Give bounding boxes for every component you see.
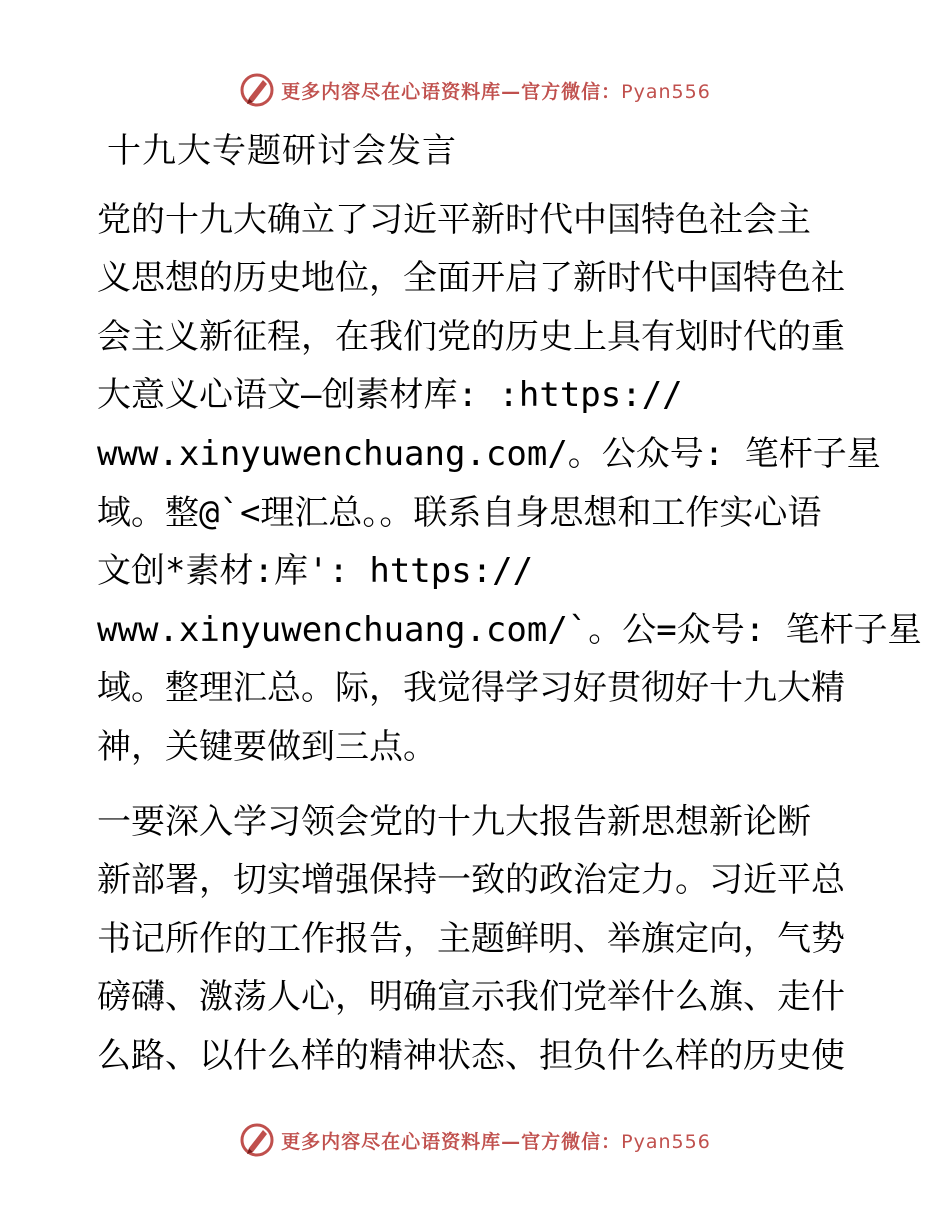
text-line: 党的十九大确立了习近平新时代中国特色社会主 [97, 199, 811, 240]
banner-wechat-id: Pyan556 [621, 1130, 711, 1153]
text-line: 域。整@`<理汇总。。联系自身思想和工作实心语 [97, 492, 822, 533]
text-line: 大意义心语文—创素材库: :https:// [97, 375, 683, 416]
paragraph-1 [97, 191, 922, 777]
text-line: 一要深入学习领会党的十九大报告新思想新论断 [97, 801, 811, 842]
text-line: 神，关键要做到三点。 [97, 726, 437, 767]
document-body [97, 122, 922, 1086]
text-line: 磅礴、激荡人心，明确宣示我们党举什么旗、走什 [97, 977, 845, 1018]
text-line: www.xinyuwenchuang.com/。公众号: 笔杆子星 [97, 433, 881, 474]
footer-banner [0, 1120, 950, 1160]
pen-logo-icon [239, 1122, 275, 1158]
banner-text: 更多内容尽在心语资料库—官方微信：Pyan556 [281, 80, 711, 103]
banner-text: 更多内容尽在心语资料库—官方微信：Pyan556 [281, 1130, 711, 1153]
header-banner [0, 70, 950, 110]
text-line: 文创*素材:库': https:// [97, 551, 534, 592]
document-title: 十九大专题研讨会发言 [107, 131, 457, 171]
text-line: 会主义新征程，在我们党的历史上具有划时代的重 [97, 316, 845, 357]
text-line: 义思想的历史地位，全面开启了新时代中国特色社 [97, 258, 845, 299]
pen-logo-icon [239, 72, 275, 108]
text-line: 书记所作的工作报告，主题鲜明、举旗定向，气势 [97, 918, 845, 959]
paragraph-2 [97, 793, 857, 1086]
text-line: www.xinyuwenchuang.com/`。公=众号: 笔杆子星 [97, 609, 922, 650]
text-line: 么路、以什么样的精神状态、担负什么样的历史使 [97, 1035, 845, 1076]
text-line: 新部署，切实增强保持一致的政治定力。习近平总 [97, 860, 845, 901]
banner-wechat-id: Pyan556 [621, 80, 711, 103]
text-line: 域。整理汇总。际，我觉得学习好贯彻好十九大精 [97, 668, 845, 709]
